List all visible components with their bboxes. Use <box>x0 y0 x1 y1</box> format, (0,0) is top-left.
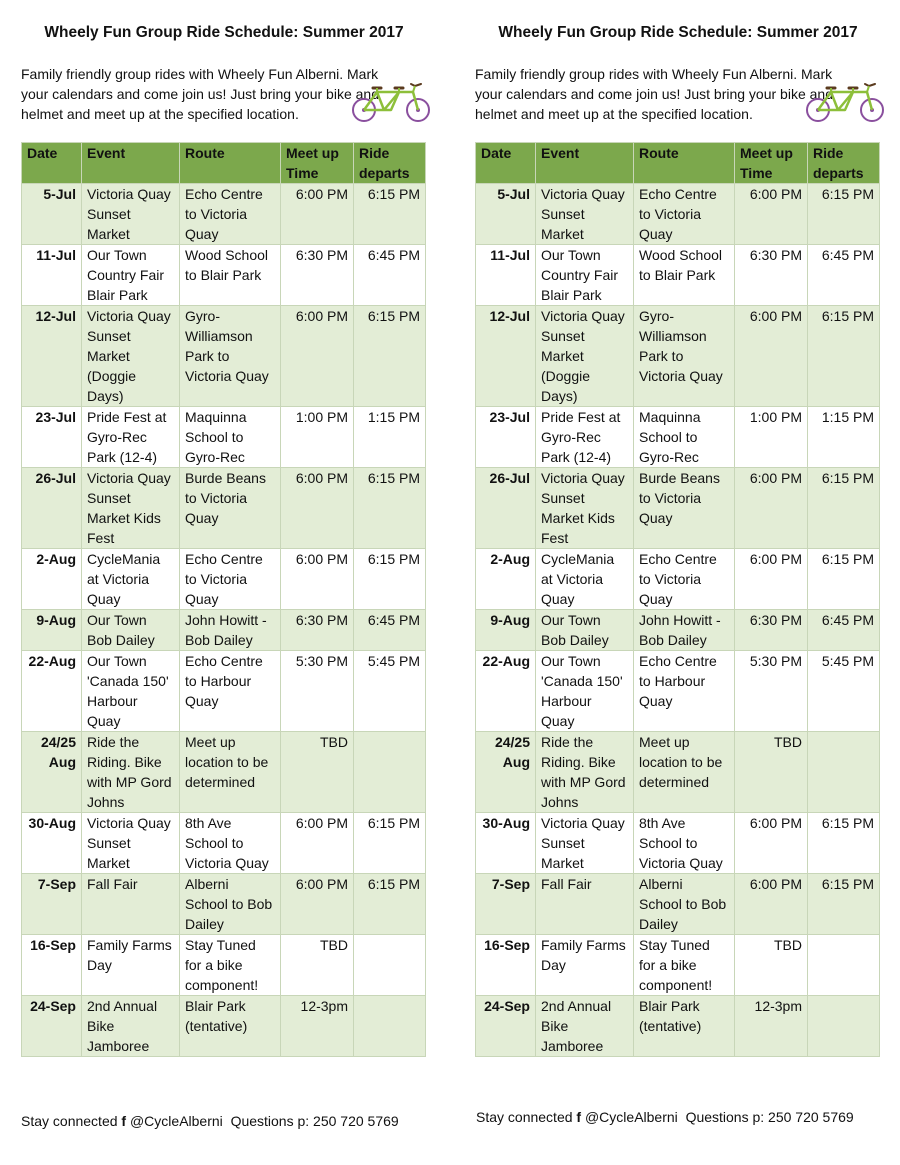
cell-meet-time: 6:30 PM <box>735 245 808 306</box>
cell-date: 24-Sep <box>476 996 536 1057</box>
cell-meet-time: 6:00 PM <box>735 813 808 874</box>
table-row <box>476 651 880 732</box>
cell-date: 22-Aug <box>476 651 536 732</box>
table-row <box>22 996 426 1057</box>
cell-meet-time: 6:00 PM <box>735 468 808 549</box>
cell-ride-departs: 1:15 PM <box>808 407 880 468</box>
cell-date: 16-Sep <box>476 935 536 996</box>
tandem-bike-icon <box>805 78 885 124</box>
cell-date: 30-Aug <box>22 813 82 874</box>
cell-ride-departs: 6:15 PM <box>808 549 880 610</box>
footer-prefix: Stay connected <box>476 1109 573 1125</box>
cell-event: Ride the Riding. Bike with MP Gord Johns <box>536 732 634 813</box>
cell-event: Victoria Quay Sunset Market <box>82 813 180 874</box>
cell-ride-departs <box>354 996 426 1057</box>
ride-schedule-table <box>21 142 426 1057</box>
cell-ride-departs: 6:15 PM <box>354 813 426 874</box>
footer-questions: Questions p: 250 720 5769 <box>685 1109 854 1125</box>
cell-route: John Howitt - Bob Dailey <box>180 610 281 651</box>
ride-schedule-table <box>475 142 880 1057</box>
cell-route: Alberni School to Bob Dailey <box>180 874 281 935</box>
header-meet-time: Meet up Time <box>735 143 808 184</box>
cell-ride-departs: 6:15 PM <box>354 874 426 935</box>
header-ride-departs: Ride departs <box>808 143 880 184</box>
table-row <box>476 184 880 245</box>
intro-block <box>21 64 427 124</box>
cell-meet-time: 6:00 PM <box>281 184 354 245</box>
facebook-icon: f <box>576 1109 582 1125</box>
cell-route: Echo Centre to Victoria Quay <box>634 549 735 610</box>
cell-route: Maquinna School to Gyro-Rec <box>180 407 281 468</box>
cell-date: 11-Jul <box>22 245 82 306</box>
schedule-panel-right <box>475 22 881 1057</box>
cell-date: 24/25 Aug <box>22 732 82 813</box>
cell-date: 7-Sep <box>22 874 82 935</box>
cell-event: Our Town 'Canada 150' Harbour Quay <box>82 651 180 732</box>
table-row <box>22 651 426 732</box>
cell-ride-departs: 5:45 PM <box>808 651 880 732</box>
cell-date: 26-Jul <box>476 468 536 549</box>
cell-route: 8th Ave School to Victoria Quay <box>634 813 735 874</box>
cell-route: Stay Tuned for a bike component! <box>634 935 735 996</box>
cell-ride-departs: 6:45 PM <box>354 610 426 651</box>
cell-ride-departs: 6:15 PM <box>354 549 426 610</box>
intro-text: Family friendly group rides with Wheely Fun Alberni. Mark your calendars and come join us! Just bring your bike and helmet and meet up at the specified location. <box>21 66 379 122</box>
cell-route: Blair Park (tentative) <box>634 996 735 1057</box>
table-row <box>22 549 426 610</box>
cell-date: 12-Jul <box>22 306 82 407</box>
table-row <box>476 732 880 813</box>
cell-event: Fall Fair <box>536 874 634 935</box>
header-date: Date <box>476 143 536 184</box>
cell-event: Ride the Riding. Bike with MP Gord Johns <box>82 732 180 813</box>
table-row <box>476 813 880 874</box>
cell-ride-departs: 6:15 PM <box>808 813 880 874</box>
cell-date: 22-Aug <box>22 651 82 732</box>
cell-meet-time: 6:00 PM <box>281 306 354 407</box>
cell-ride-departs: 6:15 PM <box>808 468 880 549</box>
cell-event: Our Town Country Fair Blair Park <box>536 245 634 306</box>
cell-event: Victoria Quay Sunset Market <box>536 184 634 245</box>
schedule-panel-left <box>21 22 427 1057</box>
cell-date: 2-Aug <box>22 549 82 610</box>
cell-route: Gyro-Williamson Park to Victoria Quay <box>634 306 735 407</box>
cell-route: 8th Ave School to Victoria Quay <box>180 813 281 874</box>
cell-date: 24/25 Aug <box>476 732 536 813</box>
cell-date: 24-Sep <box>22 996 82 1057</box>
cell-date: 23-Jul <box>476 407 536 468</box>
cell-date: 5-Jul <box>22 184 82 245</box>
header-meet-time: Meet up Time <box>281 143 354 184</box>
cell-route: Gyro-Williamson Park to Victoria Quay <box>180 306 281 407</box>
cell-ride-departs: 6:15 PM <box>354 468 426 549</box>
cell-meet-time: 1:00 PM <box>281 407 354 468</box>
table-row <box>476 610 880 651</box>
cell-date: 9-Aug <box>22 610 82 651</box>
cell-meet-time: 6:30 PM <box>281 610 354 651</box>
cell-meet-time: TBD <box>735 935 808 996</box>
intro-text: Family friendly group rides with Wheely Fun Alberni. Mark your calendars and come join us! Just bring your bike and helmet and meet up at the specified location. <box>475 66 833 122</box>
cell-date: 5-Jul <box>476 184 536 245</box>
cell-route: Meet up location to be determined <box>180 732 281 813</box>
cell-event: Our Town 'Canada 150' Harbour Quay <box>536 651 634 732</box>
table-row <box>22 184 426 245</box>
cell-date: 16-Sep <box>22 935 82 996</box>
table-row <box>476 245 880 306</box>
cell-route: Echo Centre to Victoria Quay <box>180 549 281 610</box>
cell-route: Wood School to Blair Park <box>180 245 281 306</box>
table-row <box>22 306 426 407</box>
cell-ride-departs: 6:15 PM <box>808 184 880 245</box>
cell-route: Blair Park (tentative) <box>180 996 281 1057</box>
cell-route: Echo Centre to Victoria Quay <box>180 184 281 245</box>
table-row <box>22 407 426 468</box>
table-row <box>476 468 880 549</box>
cell-event: Our Town Bob Dailey <box>82 610 180 651</box>
cell-meet-time: 6:00 PM <box>735 306 808 407</box>
header-date: Date <box>22 143 82 184</box>
table-body <box>476 184 880 1057</box>
cell-event: Victoria Quay Sunset Market (Doggie Days) <box>536 306 634 407</box>
cell-route: Wood School to Blair Park <box>634 245 735 306</box>
cell-route: Burde Beans to Victoria Quay <box>180 468 281 549</box>
cell-event: CycleMania at Victoria Quay <box>536 549 634 610</box>
header-route: Route <box>634 143 735 184</box>
cell-route: Echo Centre to Harbour Quay <box>180 651 281 732</box>
cell-meet-time: TBD <box>281 935 354 996</box>
cell-ride-departs: 6:15 PM <box>354 184 426 245</box>
cell-date: 12-Jul <box>476 306 536 407</box>
cell-route: Echo Centre to Harbour Quay <box>634 651 735 732</box>
table-row <box>476 407 880 468</box>
cell-route: John Howitt - Bob Dailey <box>634 610 735 651</box>
table-header-row <box>22 143 426 184</box>
cell-ride-departs: 1:15 PM <box>354 407 426 468</box>
header-event: Event <box>536 143 634 184</box>
page-title: Wheely Fun Group Ride Schedule: Summer 2017 <box>498 24 858 41</box>
cell-meet-time: TBD <box>735 732 808 813</box>
table-body <box>22 184 426 1057</box>
cell-event: Victoria Quay Sunset Market Kids Fest <box>82 468 180 549</box>
cell-event: Victoria Quay Sunset Market <box>82 184 180 245</box>
cell-meet-time: 6:00 PM <box>281 468 354 549</box>
cell-event: Our Town Bob Dailey <box>536 610 634 651</box>
header-route: Route <box>180 143 281 184</box>
cell-route: Echo Centre to Victoria Quay <box>634 184 735 245</box>
table-row <box>22 813 426 874</box>
cell-event: Our Town Country Fair Blair Park <box>82 245 180 306</box>
cell-date: 7-Sep <box>476 874 536 935</box>
cell-meet-time: 6:00 PM <box>281 874 354 935</box>
cell-ride-departs <box>808 732 880 813</box>
table-row <box>22 245 426 306</box>
facebook-icon: f <box>121 1113 127 1129</box>
table-row <box>476 996 880 1057</box>
cell-meet-time: 6:00 PM <box>735 184 808 245</box>
cell-route: Alberni School to Bob Dailey <box>634 874 735 935</box>
table-row <box>476 549 880 610</box>
cell-ride-departs: 6:45 PM <box>808 610 880 651</box>
cell-meet-time: 6:30 PM <box>735 610 808 651</box>
cell-ride-departs <box>354 732 426 813</box>
cell-meet-time: 6:30 PM <box>281 245 354 306</box>
cell-ride-departs: 6:15 PM <box>808 874 880 935</box>
cell-meet-time: 12-3pm <box>281 996 354 1057</box>
table-row <box>22 732 426 813</box>
footer-contact <box>476 1109 854 1125</box>
footer-handle[interactable]: @CycleAlberni <box>129 1113 223 1129</box>
cell-date: 11-Jul <box>476 245 536 306</box>
table-row <box>476 935 880 996</box>
footer-questions: Questions p: 250 720 5769 <box>230 1113 399 1129</box>
cell-event: Pride Fest at Gyro-Rec Park (12-4) <box>82 407 180 468</box>
cell-meet-time: 5:30 PM <box>735 651 808 732</box>
cell-ride-departs: 6:15 PM <box>354 306 426 407</box>
cell-date: 9-Aug <box>476 610 536 651</box>
cell-route: Burde Beans to Victoria Quay <box>634 468 735 549</box>
cell-event: CycleMania at Victoria Quay <box>82 549 180 610</box>
cell-event: Family Farms Day <box>82 935 180 996</box>
cell-meet-time: 6:00 PM <box>735 874 808 935</box>
table-row <box>22 468 426 549</box>
cell-route: Maquinna School to Gyro-Rec <box>634 407 735 468</box>
cell-event: Pride Fest at Gyro-Rec Park (12-4) <box>536 407 634 468</box>
cell-event: Victoria Quay Sunset Market <box>536 813 634 874</box>
cell-meet-time: 6:00 PM <box>281 549 354 610</box>
cell-route: Stay Tuned for a bike component! <box>180 935 281 996</box>
cell-event: Fall Fair <box>82 874 180 935</box>
cell-date: 2-Aug <box>476 549 536 610</box>
cell-event: Victoria Quay Sunset Market Kids Fest <box>536 468 634 549</box>
cell-ride-departs <box>808 996 880 1057</box>
cell-ride-departs: 6:45 PM <box>354 245 426 306</box>
cell-ride-departs <box>354 935 426 996</box>
footer-prefix: Stay connected <box>21 1113 118 1129</box>
cell-meet-time: 6:00 PM <box>281 813 354 874</box>
cell-event: Victoria Quay Sunset Market (Doggie Days) <box>82 306 180 407</box>
table-row <box>22 874 426 935</box>
cell-event: 2nd Annual Bike Jamboree <box>536 996 634 1057</box>
footer-handle[interactable]: @CycleAlberni <box>584 1109 678 1125</box>
cell-ride-departs: 5:45 PM <box>354 651 426 732</box>
cell-route: Meet up location to be determined <box>634 732 735 813</box>
header-ride-departs: Ride departs <box>354 143 426 184</box>
table-row <box>22 610 426 651</box>
cell-date: 30-Aug <box>476 813 536 874</box>
cell-meet-time: 12-3pm <box>735 996 808 1057</box>
cell-date: 23-Jul <box>22 407 82 468</box>
table-row <box>22 935 426 996</box>
intro-block <box>475 64 881 124</box>
cell-meet-time: 5:30 PM <box>281 651 354 732</box>
footer-contact <box>21 1113 399 1129</box>
table-row <box>476 874 880 935</box>
cell-ride-departs: 6:15 PM <box>808 306 880 407</box>
cell-meet-time: 6:00 PM <box>735 549 808 610</box>
page-title: Wheely Fun Group Ride Schedule: Summer 2017 <box>44 24 404 41</box>
cell-event: 2nd Annual Bike Jamboree <box>82 996 180 1057</box>
table-header-row <box>476 143 880 184</box>
cell-date: 26-Jul <box>22 468 82 549</box>
table-row <box>476 306 880 407</box>
cell-meet-time: TBD <box>281 732 354 813</box>
header-event: Event <box>82 143 180 184</box>
tandem-bike-icon <box>351 78 431 124</box>
cell-ride-departs: 6:45 PM <box>808 245 880 306</box>
cell-event: Family Farms Day <box>536 935 634 996</box>
cell-meet-time: 1:00 PM <box>735 407 808 468</box>
cell-ride-departs <box>808 935 880 996</box>
